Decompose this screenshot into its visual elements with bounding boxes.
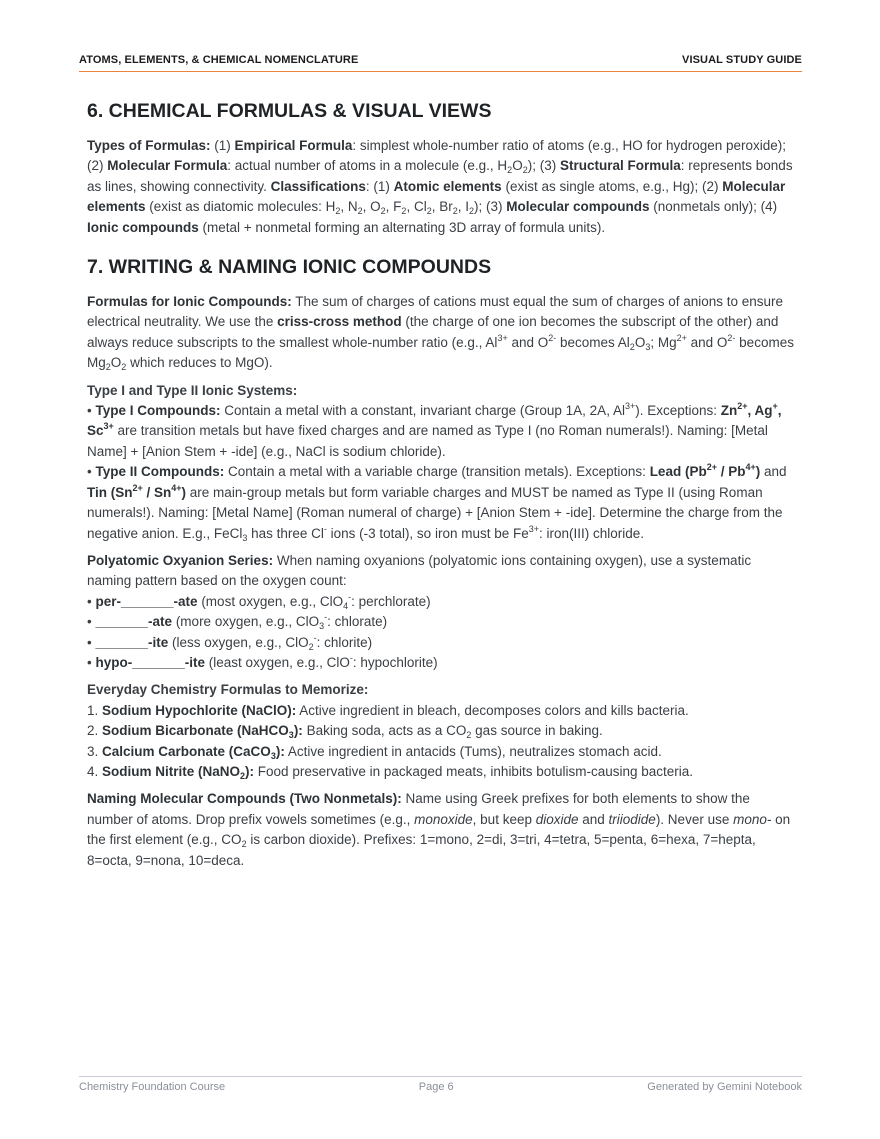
molecular-naming-paragraph: Naming Molecular Compounds (Two Nonmetals): Name using Greek prefixes for both elements to show the number of atoms. Drop prefix vowels sometimes (e.g., monoxide, but keep dioxide and triiodide). Never use mono- on the first element (e.g., $CO_2$ is carbon dioxide). Prefixes: 1=mono, 2=di, 3=tri, 4=tetra, 5=penta, 6=hexa, 7=hepta, 8=octa, 9=nona, 10=deca. xyxy=(87,791,791,868)
everyday-heading: Everyday Chemistry Formulas to Memorize: xyxy=(87,682,369,698)
oxyanion-item: • per-_______-ate (most oxygen, e.g., ClO$_4$-: perchlorate) xyxy=(87,591,431,611)
page-header xyxy=(79,54,802,72)
section-7-title: 7. WRITING & NAMING IONIC COMPOUNDS xyxy=(87,256,492,279)
type-2-item: • Type II Compounds: Contain a metal with a variable charge (transition metals). Exceptions: Lead $(Pb^{2+} / Pb^{4+})$ and Tin $(Sn^{2+} / Sn^{4+})$ are main-group metals but form variable charges and MUST be named as Type II (using Roman numerals!). Naming: [Metal Name] (Roman numeral of charge) + [Anion Stem + -ide]. Determine the charge from the negative anion. E.g., FeCl$_3$ has three Cl- ions (-3 total), so iron must be $Fe^{3+}$: iron(III) chloride. xyxy=(87,462,787,543)
oxyanion-item: • hypo-_______-ite (least oxygen, e.g., ClO-: hypochlorite) xyxy=(87,652,438,670)
oxyanion-item: • _______-ite (less oxygen, e.g., ClO$_2$-: chlorite) xyxy=(87,632,373,652)
page-number: Page 6 xyxy=(418,1081,454,1093)
oxyanion-item: • _______-ate (more oxygen, e.g., ClO$_3$-: chlorate) xyxy=(87,612,388,632)
formulas-ionic-paragraph: Formulas for Ionic Compounds: The sum of charges of cations must equal the sum of charges of anions to ensure electrical neutrality. We use the criss-cross method (the charge of one ion becomes the subscript of the other) and always reduce subscripts to the smallest whole-number ratio (e.g., $Al^{3+}$ and $O^{2-}$ becomes $Al_2O_3$; $Mg^{2+}$ and $O^{2-}$ becomes $Mg_2O_2$ which reduces to MgO). xyxy=(87,294,794,373)
everyday-item: 3. Calcium Carbonate (CaCO$_3$): Active ingredient in antacids (Tums), neutralizes stomach acid. xyxy=(87,743,662,761)
footer-credit: Generated by Gemini Notebook xyxy=(647,1081,802,1093)
footer-course: Chemistry Foundation Course xyxy=(79,1081,226,1093)
type-1-item: • Type I Compounds: Contain a metal with a constant, invariant charge (Group 1A, 2A, $Al^{3+}$). Exceptions: $Zn^{2+}$, Ag+, $Sc^{3+}$ are transition metals but have fixed charges and are named as Type I (no Roman numerals!). Naming: [Metal Name] + [Anion Stem + -ide] (e.g., NaCl is sodium chloride). xyxy=(87,401,782,459)
everyday-item: 1. Sodium Hypochlorite (NaClO): Active ingredient in bleach, decomposes colors and kills bacteria. xyxy=(87,702,689,718)
everyday-block xyxy=(87,680,797,782)
ionic-systems-heading: Type I and Type II Ionic Systems: xyxy=(87,382,298,398)
ionic-systems-block xyxy=(87,381,797,544)
section-6-title: 6. CHEMICAL FORMULAS & VISUAL VIEWS xyxy=(87,100,492,122)
everyday-item: 2. Sodium Bicarbonate (NaHCO$_3$): Baking soda, acts as a $CO_2$ gas source in baking. xyxy=(87,723,603,741)
header-title: ATOMS, ELEMENTS, & CHEMICAL NOMENCLATURE xyxy=(79,54,359,66)
oxyanion-block xyxy=(87,551,797,673)
oxyanion-intro: Polyatomic Oxyanion Series: When naming oxyanions (polyatomic ions containing oxygen), use a systematic naming pattern based on the oxygen count: xyxy=(87,552,752,589)
header-subtitle: VISUAL STUDY GUIDE xyxy=(682,54,802,66)
section-6-paragraph: Types of Formulas: (1) Empirical Formula: simplest whole-number ratio of atoms (e.g., HO for hydrogen peroxide); (2) Molecular Formula: actual number of atoms in a molecule (e.g., $H_2O_2$); (3) Structural Formula: represents bonds as lines, showing connectivity. Classifications: (1) Atomic elements (exist as single atoms, e.g., Hg); (2) Molecular elements (exist as diatomic molecules: $H_2$, $N_2$, $O_2$, $F_2$, $Cl_2$, $Br_2$, $I_2$); (3) Molecular compounds (nonmetals only); (4) Ionic compounds (metal + nonmetal forming an alternating 3D array of formula units). xyxy=(87,138,793,235)
page-footer xyxy=(79,1076,802,1093)
page-content xyxy=(87,98,797,878)
everyday-item: 4. Sodium Nitrite (NaNO$_2$): Food preservative in packaged meats, inhibits botulism-causing bacteria. xyxy=(87,763,694,781)
